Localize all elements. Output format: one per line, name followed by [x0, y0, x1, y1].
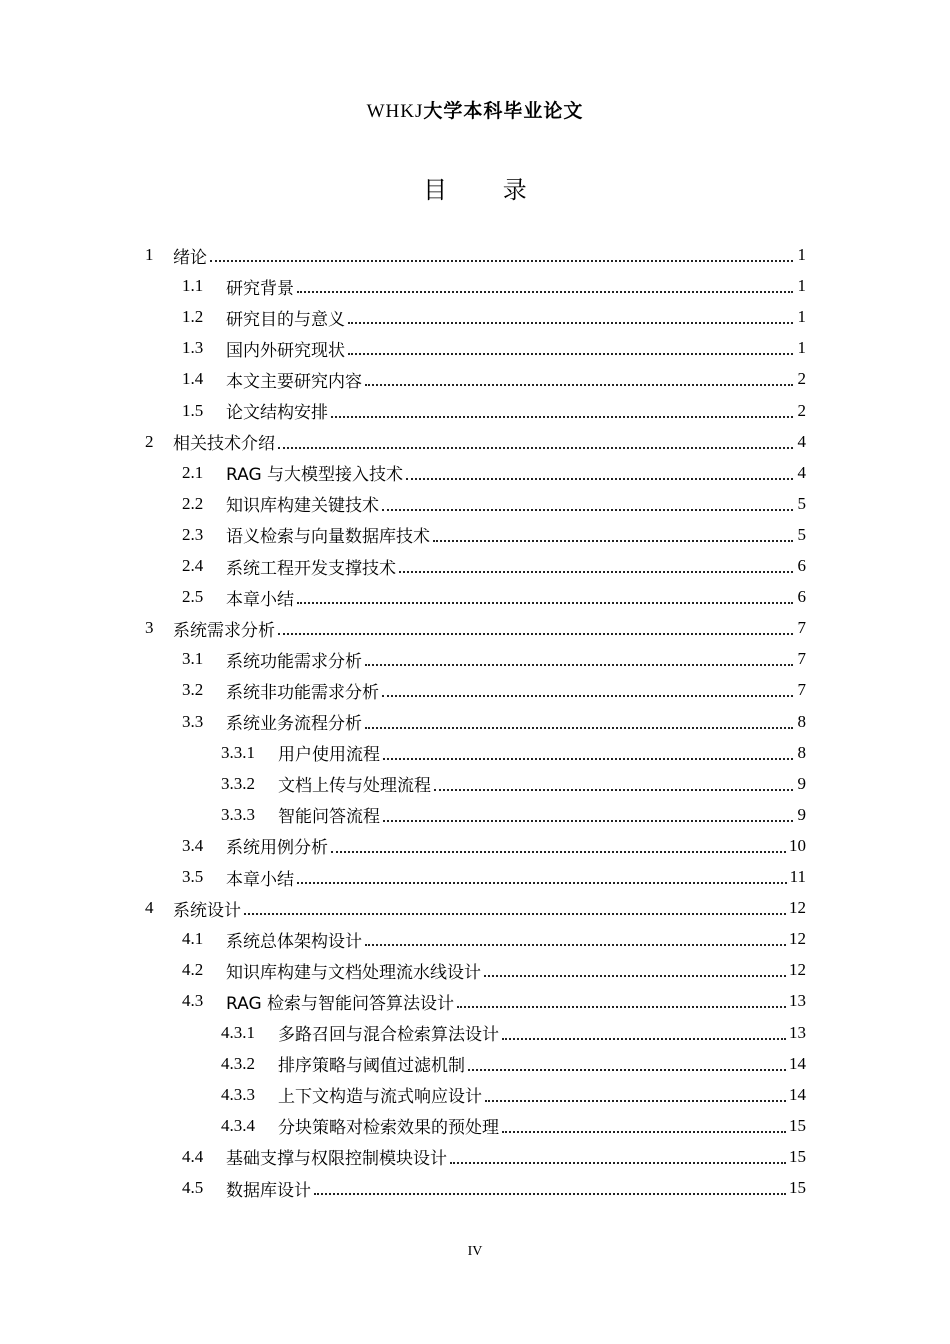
dot-leader [297, 291, 793, 293]
toc-entry-number: 4.3.2 [221, 1053, 255, 1073]
toc-entry-page: 11 [789, 867, 806, 886]
toc-entry-page: 1 [797, 307, 806, 327]
dot-leader [365, 944, 786, 946]
toc-entry-title: 论文结构安排 [226, 403, 328, 423]
toc-entry[interactable] [221, 1019, 806, 1047]
dot-leader [348, 322, 793, 324]
toc-entry-page: 4 [797, 462, 806, 482]
dot-leader [485, 1100, 786, 1102]
toc-entry-title: 研究背景 [226, 278, 294, 299]
toc-entry[interactable] [221, 801, 806, 829]
toc-entry[interactable] [182, 334, 806, 362]
toc-entry[interactable] [182, 459, 806, 487]
toc-entry-number: 3 [145, 618, 154, 638]
toc-entry-title: 智能问答流程 [278, 807, 380, 828]
dot-leader [365, 384, 793, 386]
dot-leader [457, 1006, 786, 1008]
dot-leader [382, 509, 793, 511]
toc-entry-title: RAG 与大模型接入技术 [226, 465, 404, 486]
toc-entry-title: 基础支撑与权限控制模块设计 [226, 1149, 447, 1170]
toc-entry-number: 1.1 [182, 276, 204, 296]
toc-entry[interactable] [145, 241, 806, 269]
toc-entry-title: 知识库构建与文档处理流水线设计 [226, 962, 481, 983]
toc-entry-title: 系统设计 [173, 900, 241, 921]
dot-leader [434, 789, 793, 791]
toc-entry[interactable] [182, 365, 806, 393]
toc-entry-page: 8 [797, 742, 806, 762]
header-title: 大学本科毕业论文 [423, 100, 584, 122]
toc-entry-page: 15 [789, 1178, 806, 1197]
dot-leader [278, 633, 793, 635]
dot-leader [297, 602, 793, 604]
toc-entry-title: 用户使用流程 [278, 745, 380, 766]
toc-entry-page: 6 [797, 587, 806, 607]
toc-entry-title: RAG 检索与智能问答算法设计 [226, 993, 455, 1014]
toc-entry-number: 4.2 [182, 960, 204, 980]
dot-leader [365, 727, 793, 729]
toc-entry-title: 本文主要研究内容 [226, 371, 362, 392]
toc-entry-number: 2 [145, 431, 154, 451]
toc-entry-title: 排序策略与阈值过滤机制 [278, 1056, 465, 1077]
dot-leader [383, 820, 793, 822]
toc-entry[interactable] [182, 645, 806, 673]
toc-entry[interactable] [182, 925, 806, 953]
toc-entry-number: 2.2 [182, 493, 204, 513]
dot-leader [383, 758, 793, 760]
toc-entry-title: 相关技术介绍 [173, 434, 275, 455]
toc-entry-page: 15 [789, 1115, 806, 1135]
toc-entry-number: 3.4 [182, 835, 204, 855]
dot-leader [348, 353, 793, 355]
toc-entry-title: 语义检索与向量数据库技术 [226, 527, 430, 548]
page-number: IV [467, 1244, 483, 1259]
toc-entry[interactable] [145, 614, 806, 642]
toc-entry-number: 1.2 [182, 307, 204, 327]
toc-entry[interactable] [182, 863, 806, 891]
toc-entry-title: 文档上传与处理流程 [278, 776, 431, 797]
toc-entry-title: 数据库设计 [226, 1180, 311, 1201]
dot-leader [468, 1069, 786, 1071]
toc-entry-number: 4.4 [182, 1146, 204, 1166]
toc-entry-page: 13 [789, 991, 806, 1011]
dot-leader [484, 975, 786, 977]
toc-entry[interactable] [221, 1050, 806, 1078]
toc-entry-page: 7 [797, 649, 806, 669]
toc-entry-number: 4.1 [182, 929, 204, 949]
toc-entry-title: 国内外研究现状 [226, 340, 345, 361]
toc-entry-number: 2.1 [182, 462, 204, 482]
toc-entry-number: 3.2 [182, 680, 204, 700]
toc-entry-page: 13 [789, 1022, 806, 1042]
toc-entry-title: 研究目的与意义 [226, 309, 345, 330]
dot-leader [406, 478, 793, 480]
toc-entry-number: 4.5 [182, 1178, 204, 1197]
toc-entry-number: 1.5 [182, 400, 204, 420]
toc-entry-number: 2.4 [182, 556, 204, 575]
header-latin: WHKJ [366, 101, 424, 122]
toc-entry-number: 4 [145, 898, 154, 918]
dot-leader [433, 540, 793, 542]
toc-entry[interactable] [182, 583, 806, 611]
toc-entry-title: 系统功能需求分析 [226, 651, 362, 672]
dot-leader [278, 447, 793, 449]
dot-leader [297, 882, 787, 884]
dot-leader [365, 664, 793, 666]
toc-entry[interactable] [182, 1174, 806, 1202]
toc-entry[interactable] [221, 1112, 806, 1140]
toc-entry-number: 3.3.1 [221, 742, 255, 762]
dot-leader [331, 851, 786, 853]
toc-entry[interactable] [182, 676, 806, 704]
toc-entry-page: 2 [797, 369, 806, 389]
toc-entry[interactable] [182, 397, 806, 425]
toc-entry-page: 14 [789, 1084, 806, 1104]
toc-entry-title: 本章小结 [226, 869, 294, 890]
toc-entry-title: 系统需求分析 [173, 620, 275, 641]
toc-entry-number: 3.3.2 [221, 773, 255, 793]
toc-entry-number: 3.1 [182, 649, 204, 669]
toc-entry[interactable] [182, 272, 806, 300]
dot-leader [502, 1131, 786, 1133]
toc-entry[interactable] [221, 739, 806, 767]
toc-entry-number: 2.3 [182, 524, 204, 544]
toc-entry[interactable] [182, 987, 806, 1015]
toc-entry-page: 12 [789, 929, 806, 949]
toc-entry[interactable] [182, 303, 806, 331]
toc-entry-title: 系统业务流程分析 [226, 714, 362, 734]
toc-entry-page: 10 [789, 835, 806, 855]
toc-entry-page: 5 [797, 524, 806, 544]
toc-entry-title: 系统总体架构设计 [226, 931, 362, 952]
toc-entry-number: 4.3.4 [221, 1115, 255, 1135]
toc-entry-number: 1.3 [182, 338, 204, 358]
toc-entry[interactable] [182, 708, 806, 736]
toc-title: 目 录 [423, 176, 551, 204]
dot-leader [450, 1162, 786, 1164]
toc-entry-number: 1 [145, 245, 154, 264]
toc-entry-page: 12 [789, 960, 806, 980]
toc-entry[interactable] [221, 1081, 806, 1109]
toc-entry-page: 9 [797, 773, 806, 793]
toc-entry[interactable] [145, 894, 806, 922]
toc-entry-title: 系统非功能需求分析 [226, 682, 379, 703]
toc-entry-page: 5 [797, 493, 806, 513]
toc-entry[interactable] [182, 552, 806, 580]
toc-entry-number: 1.4 [182, 369, 204, 389]
toc-entry-page: 14 [789, 1053, 806, 1073]
dot-leader [399, 571, 793, 573]
toc-entry[interactable] [145, 428, 806, 456]
toc-entry-page: 1 [797, 338, 806, 358]
toc-entry-page: 8 [797, 711, 806, 731]
toc-entry-title: 本章小结 [226, 589, 294, 610]
toc-entry-title: 分块策略对检索效果的预处理 [278, 1118, 499, 1139]
toc-entry[interactable] [221, 770, 806, 798]
toc-entry-page: 1 [797, 245, 806, 264]
running-header [0, 96, 950, 123]
toc-entry-page: 7 [797, 680, 806, 700]
toc-entry-title: 多路召回与混合检索算法设计 [278, 1025, 499, 1045]
toc-entry-page: 15 [789, 1146, 806, 1166]
toc-entry-title: 知识库构建关键技术 [226, 496, 379, 517]
toc-entry-title: 系统工程开发支撑技术 [226, 558, 396, 579]
toc-entry-number: 3.5 [182, 867, 204, 886]
toc-entry-number: 4.3.3 [221, 1084, 255, 1104]
toc-entry-number: 4.3 [182, 991, 204, 1011]
toc-entry[interactable] [182, 956, 806, 984]
dot-leader [210, 260, 793, 262]
toc-entry-page: 7 [797, 618, 806, 638]
toc-entry-title: 上下文构造与流式响应设计 [278, 1087, 482, 1108]
toc-entry-page: 1 [797, 276, 806, 296]
dot-leader [244, 913, 786, 915]
toc-entry-page: 2 [797, 400, 806, 420]
toc-entry-page: 12 [789, 898, 806, 918]
toc-entry-number: 3.3 [182, 711, 204, 731]
toc-entry[interactable] [182, 521, 806, 549]
toc-entry[interactable] [182, 490, 806, 518]
dot-leader [382, 695, 793, 697]
toc-entry-page: 9 [797, 804, 806, 824]
toc-entry-number: 4.3.1 [221, 1022, 255, 1042]
toc-entry[interactable] [182, 832, 806, 860]
dot-leader [502, 1038, 786, 1040]
toc-entry[interactable] [182, 1143, 806, 1171]
toc-entry-number: 3.3.3 [221, 804, 255, 824]
toc-entry-page: 6 [797, 556, 806, 575]
dot-leader [331, 416, 793, 418]
dot-leader [314, 1193, 786, 1195]
toc-entry-number: 2.5 [182, 587, 204, 607]
toc-entry-page: 4 [797, 431, 806, 451]
toc-entry-title: 系统用例分析 [226, 838, 328, 859]
toc-entry-title: 绪论 [173, 247, 207, 268]
